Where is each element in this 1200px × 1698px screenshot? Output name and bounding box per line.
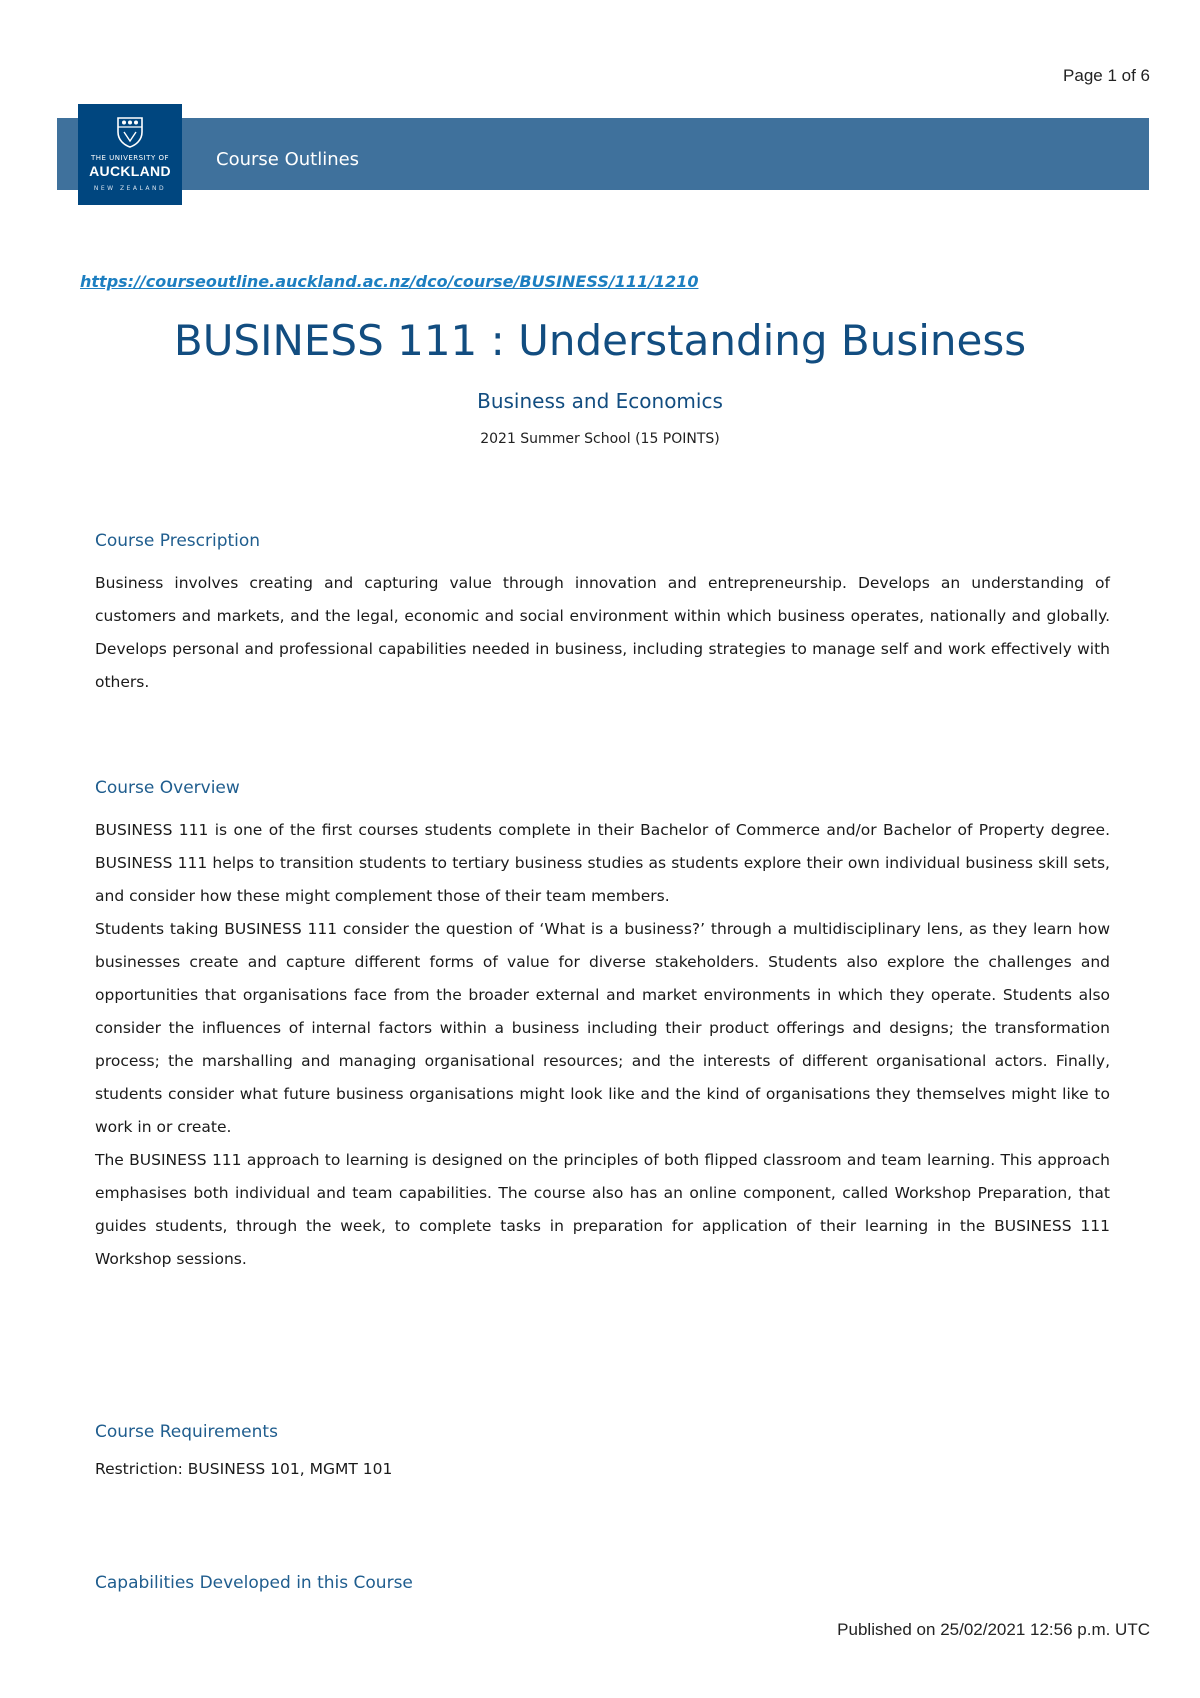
logo-sub-text: NEW ZEALAND bbox=[93, 185, 167, 192]
section-heading-capabilities: Capabilities Developed in this Course bbox=[95, 1573, 413, 1593]
overview-paragraph: The BUSINESS 111 approach to learning is designed on the principles of both flipped classroom and team learning. This approach emphasises both individual and team capabilities. The course also has an online component, called Workshop Preparation, that guides students, through the week, to complete tasks in preparation for application of their learning in the BUSINESS 111 Workshop sessions. bbox=[95, 1151, 1110, 1268]
logo-main-text: AUCKLAND bbox=[89, 163, 171, 179]
prescription-text bbox=[95, 567, 1110, 699]
crest-icon bbox=[116, 116, 144, 148]
faculty-name: Business and Economics bbox=[477, 389, 723, 413]
page-indicator: Page 1 of 6 bbox=[1063, 66, 1150, 85]
overview-paragraph: BUSINESS 111 is one of the first courses students complete in their Bachelor of Commerce and/or Bachelor of Property degree. BUSINESS 111 helps to transition students to tertiary business studies as students explore their own individual business skill sets, and consider how these might complement those of their team members. bbox=[95, 821, 1110, 905]
requirements-text: Restriction: BUSINESS 101, MGMT 101 bbox=[95, 1460, 393, 1478]
logo-top-line: THE UNIVERSITY OF bbox=[90, 154, 169, 162]
course-title: BUSINESS 111 : Understanding Business bbox=[173, 316, 1027, 365]
university-logo[interactable] bbox=[78, 104, 182, 205]
section-heading-prescription: Course Prescription bbox=[95, 531, 261, 551]
prescription-paragraph: Business involves creating and capturing value through innovation and entrepreneurship. Develops an understanding of customers and markets, and the legal, economic and social environment within which business operates, nationally and globally. Develops personal and professional capabilities needed in business, including strategies to manage self and work effectively with others. bbox=[95, 574, 1110, 691]
section-heading-overview: Course Overview bbox=[95, 778, 240, 798]
published-date: Published on 25/02/2021 12:56 p.m. UTC bbox=[837, 1620, 1150, 1639]
course-term: 2021 Summer School (15 POINTS) bbox=[480, 431, 720, 447]
section-heading-requirements: Course Requirements bbox=[95, 1422, 278, 1442]
course-url-link[interactable]: https://courseoutline.auckland.ac.nz/dco/course/BUSINESS/111/1210 bbox=[80, 272, 699, 291]
header-title[interactable]: Course Outlines bbox=[216, 149, 360, 170]
overview-paragraph: Students taking BUSINESS 111 consider the question of ‘What is a business?’ through a multidisciplinary lens, as they learn how businesses create and capture different forms of value for diverse stakeholders. Students also explore the challenges and opportunities that organisations face from the broader external and market environments in which they operate. Students also consider the influences of internal factors within a business including their product offerings and designs; the transformation process; the marshalling and managing organisational resources; and the interests of different organisational actors. Finally, students consider what future business organisations might look like and the kind of organisations they themselves might like to work in or create. bbox=[95, 920, 1110, 1136]
overview-text bbox=[95, 814, 1110, 1276]
